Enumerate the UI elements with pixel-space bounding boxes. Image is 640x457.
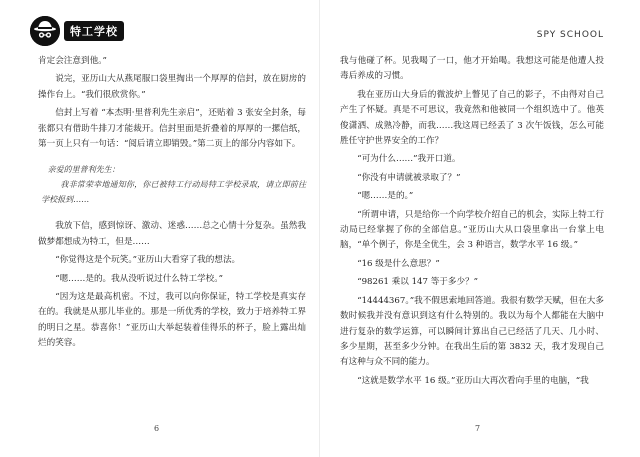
paragraph: “嗯……是的。我从没听说过什么特工学校。” bbox=[55, 273, 223, 284]
paragraph: 肯定会注意到他。” bbox=[38, 56, 107, 66]
page-number-left: 6 bbox=[154, 424, 160, 433]
letter-body: 我非常荣幸地通知你，你已被特工行动局特工学校录取，请立即前往学校报到…… bbox=[41, 180, 306, 205]
paragraph: “可为什么……”我开口道。 bbox=[357, 154, 461, 165]
paragraph: 我与他碰了杯。见我喝了一口，他才开始喝。我想这可能是他遭人投毒后养成的习惯。 bbox=[340, 56, 604, 82]
paragraph: “你觉得这是个玩笑。”亚历山大看穿了我的想法。 bbox=[55, 255, 241, 266]
right-page bbox=[320, 0, 640, 457]
paragraph: “16 级是什么意思？” bbox=[357, 258, 440, 269]
spy-hat-icon bbox=[30, 16, 60, 46]
paragraph: “这就是数学水平 16 级。”亚历山大再次看向手里的电脑，“我 bbox=[357, 375, 589, 386]
right-page-text bbox=[340, 54, 604, 392]
paragraph: “嗯……是的。” bbox=[357, 191, 414, 202]
paragraph: “14444367。”我不假思索地回答道。我很有数学天赋，但在大多数时候我并没有意识到这有什么特别的。我以为每个人都能在大脑中进行复杂的数学运算，可以瞬间计算出自己已经活了几天、几小时、多少星期，甚至多少分钟。在我出生后的第 3832 天，我才发现自己有这种与众不同的能力。 bbox=[340, 295, 604, 368]
paragraph: “98261 乘以 147 等于多少？” bbox=[357, 277, 479, 288]
logo-title: 特工学校 bbox=[64, 21, 124, 41]
page-number-right: 7 bbox=[475, 424, 481, 433]
paragraph: 我放下信，感到惊讶、激动、迷惑……总之心情十分复杂。虽然我做梦都想成为特工，但是…… bbox=[38, 221, 306, 247]
paragraph: “因为这是最高机密。不过，我可以向你保证，特工学校是真实存在的。我就是从那儿毕业的。那是一所优秀的学校，致力于培养特工界的明日之星。恭喜你！”亚历山大举起装着佳得乐的杯子，脸上露出灿烂的笑容。 bbox=[38, 292, 306, 349]
paragraph: 信封上写着 “本杰明·里普利先生亲启”，还贴着 3 张安全封条，每张都只有借助牛排刀才能裁开。信封里面是折叠着的厚厚的一摞信纸，第一页上只有一句话：“阅后请立即销毁。”第二页上的部分内容如下。 bbox=[38, 108, 306, 150]
acceptance-letter bbox=[38, 162, 306, 207]
paragraph: “所谓申请，只是给你一个向学校介绍自己的机会，实际上特工行动局已经掌握了你的全部信息。”亚历山大从口袋里拿出一台掌上电脑，“单个例子，你是全优生，会 3 种语言，数学水平 16 级。” bbox=[340, 209, 604, 251]
paragraph: “你没有申请就被录取了？” bbox=[357, 172, 461, 183]
series-logo bbox=[30, 16, 124, 46]
running-head: SPY SCHOOL bbox=[536, 30, 604, 40]
left-page-text bbox=[38, 54, 306, 355]
paragraph: 说完，亚历山大从燕尾服口袋里掏出一个厚厚的信封，放在厨房的操作台上。“我们很欣赏你。” bbox=[38, 74, 306, 100]
letter-greeting: 亲爱的里普利先生： bbox=[47, 165, 120, 175]
paragraph: 我在亚历山大身后的微波炉上瞥见了自己的影子，不由得对自己产生了怀疑。真是不可思议，我竟然和他被同一个组织选中了。他英俊潇洒、成熟冷静，而我……我这周已经丢了 3 次午饭钱，怎么可能胜任守护世界安全的工作？ bbox=[340, 89, 604, 147]
